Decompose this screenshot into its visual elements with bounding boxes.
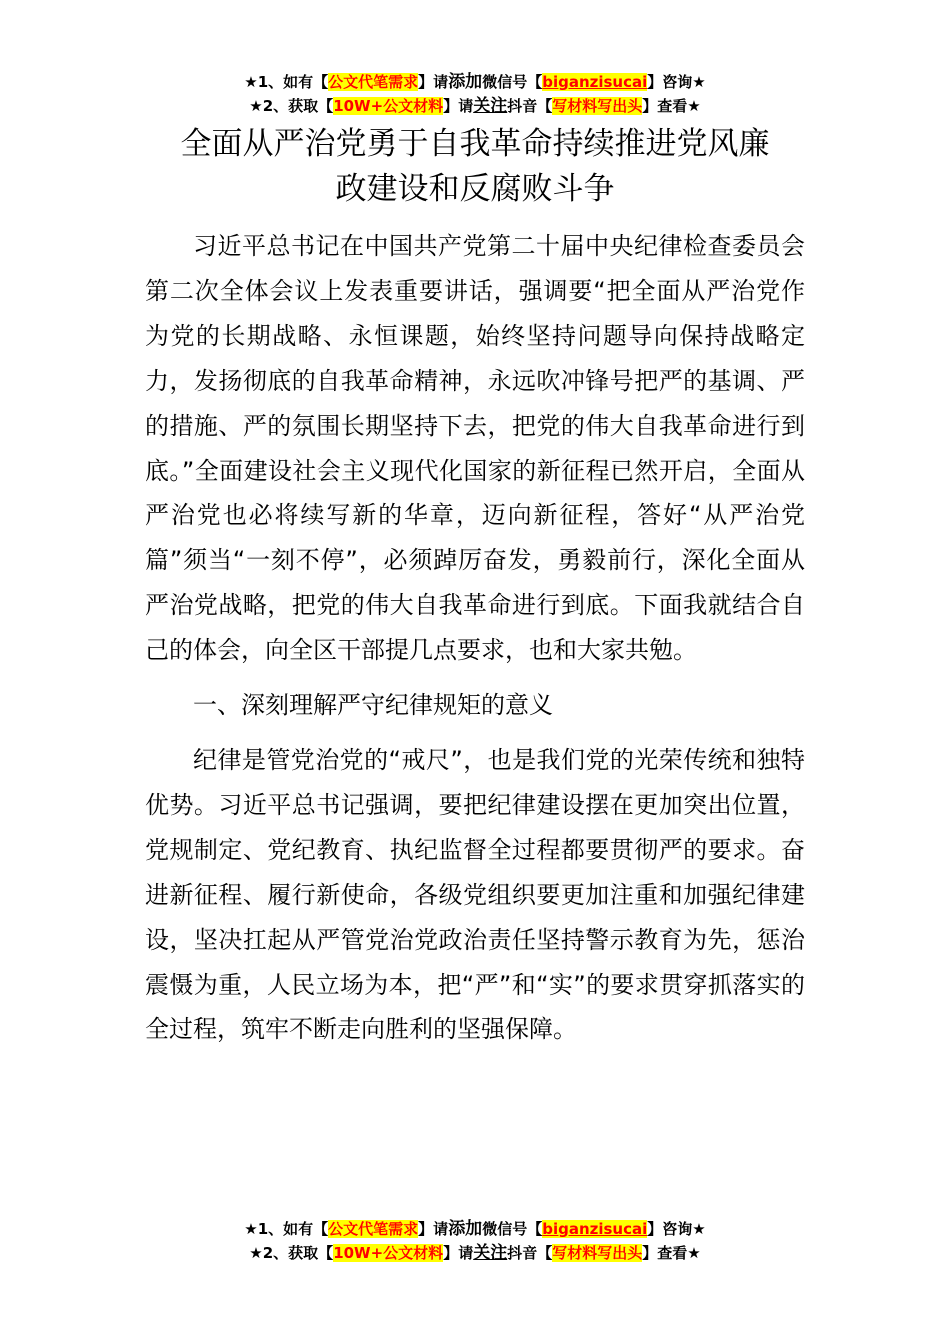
title-line-1: 全面从严治党勇于自我革命持续推进党风廉 bbox=[180, 126, 770, 162]
header-promo-banner bbox=[0, 70, 950, 118]
promo-douyin-account: 写材料写出头 bbox=[552, 1244, 643, 1262]
promo-highlight-materials: 10W+公文材料 bbox=[333, 1244, 444, 1262]
promo-wechat-id: biganzisucai bbox=[542, 73, 648, 91]
document-title bbox=[145, 122, 805, 212]
promo-highlight-materials: 10W+公文材料 bbox=[333, 97, 444, 115]
promo-line-2: ★2、获取【10W+公文材料】请关注抖音【写材料写出头】查看★ bbox=[249, 1243, 701, 1263]
promo-highlight-service: 公文代笔需求 bbox=[328, 73, 419, 91]
promo-line-1: ★1、如有【公文代笔需求】请添加微信号【biganzisucai】咨询★ bbox=[244, 72, 706, 92]
promo-douyin-account: 写材料写出头 bbox=[552, 97, 643, 115]
body-paragraph: 习近平总书记在中国共产党第二十届中央纪律检查委员会第二次全体会议上发表重要讲话，强调要“把全面从严治党作为党的长期战略、永恒课题，始终坚持问题导向保持战略定力，发扬彻底的自我革命精神，永远吹冲锋号把严的基调、严的措施、严的氛围长期坚持下去，把党的伟大自我革命进行到底。”全面建设社会主义现代化国家的新征程已然开启，全面从严治党也必将续写新的华章，迈向新征程，答好“从严治党篇”须当“一刻不停”，必须踔厉奋发，勇毅前行，深化全面从严治党战略，把党的伟大自我革命进行到底。下面我就结合自己的体会，向全区干部提几点要求，也和大家共勉。 bbox=[145, 232, 805, 665]
document-body bbox=[145, 224, 805, 1052]
promo-line-1: ★1、如有【公文代笔需求】请添加微信号【biganzisucai】咨询★ bbox=[244, 1219, 706, 1239]
body-paragraph: 纪律是管党治党的“戒尺”，也是我们党的光荣传统和独特优势。习近平总书记强调，要把纪律建设摆在更加突出位置，党规制定、党纪教育、执纪监督全过程都要贯彻严的要求。奋进新征程、履行新使命，各级党组织要更加注重和加强纪律建设，坚决扛起从严管党治党政治责任坚持警示教育为先，惩治震慑为重，人民立场为本，把“严”和“实”的要求贯穿抓落实的全过程，筑牢不断走向胜利的坚强保障。 bbox=[145, 745, 805, 1044]
promo-wechat-id: biganzisucai bbox=[542, 1220, 648, 1238]
title-line-2: 政建设和反腐败斗争 bbox=[335, 171, 615, 207]
footer-promo-banner bbox=[0, 1217, 950, 1265]
section-heading: 一、深刻理解严守纪律规矩的意义 bbox=[193, 691, 553, 720]
promo-highlight-service: 公文代笔需求 bbox=[328, 1220, 419, 1238]
promo-line-2: ★2、获取【10W+公文材料】请关注抖音【写材料写出头】查看★ bbox=[249, 96, 701, 116]
